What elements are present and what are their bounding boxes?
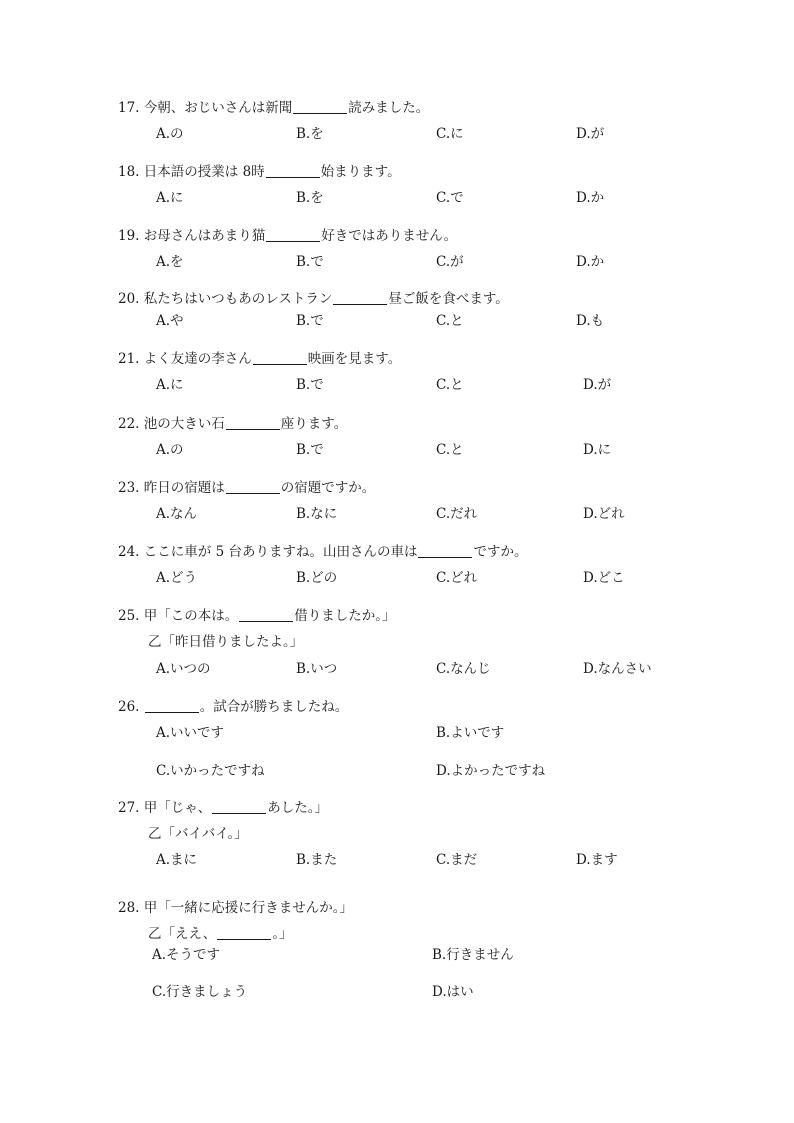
question-number: 20. xyxy=(118,291,140,307)
answer-blank xyxy=(333,291,387,305)
option-d[interactable]: D.が xyxy=(583,377,612,393)
option-b[interactable]: B.いつ xyxy=(296,661,338,677)
option-b[interactable]: B.で xyxy=(296,313,324,329)
question-number: 17. xyxy=(118,100,140,116)
option-d[interactable]: D.はい xyxy=(432,984,474,1000)
option-c[interactable]: C.に xyxy=(436,126,464,142)
question-21 xyxy=(118,350,401,368)
question-number: 23. xyxy=(118,480,140,496)
answer-blank xyxy=(239,608,293,622)
question-number: 19. xyxy=(118,228,140,244)
option-a[interactable]: A.いつの xyxy=(156,661,211,677)
question-text: お母さんはあまり猫 xyxy=(143,228,266,244)
question-17 xyxy=(118,99,429,117)
option-d[interactable]: D.か xyxy=(576,254,605,270)
question-text: 日本語の授業は 8時 xyxy=(143,164,265,180)
question-26 xyxy=(118,698,348,716)
question-text: 私たちはいつもあのレストラン xyxy=(143,291,333,307)
question-number: 27. xyxy=(118,800,140,816)
option-d[interactable]: D.か xyxy=(576,190,605,206)
question-text: よく友達の李さん xyxy=(143,351,252,367)
question-number: 26. xyxy=(118,699,140,715)
question-text: ですか。 xyxy=(473,544,528,560)
option-b[interactable]: B.で xyxy=(296,377,324,393)
option-b[interactable]: B.行きません xyxy=(432,947,514,963)
question-text: ここに車が 5 台ありますね。山田さんの車は xyxy=(143,544,418,560)
option-b[interactable]: B.で xyxy=(296,442,324,458)
answer-blank xyxy=(418,544,472,558)
question-25 xyxy=(118,607,396,625)
option-a[interactable]: A.そうです xyxy=(152,947,221,963)
question-number: 18. xyxy=(118,164,140,180)
question-number: 21. xyxy=(118,351,140,367)
question-text: 借りましたか。」 xyxy=(294,608,396,624)
answer-blank xyxy=(217,926,271,940)
dialogue-reply: 乙「昨日借りましたよ。」 xyxy=(148,634,304,650)
option-c[interactable]: C.いかったですね xyxy=(156,763,265,779)
option-c[interactable]: C.だれ xyxy=(436,506,478,522)
option-d[interactable]: D.が xyxy=(576,126,605,142)
question-text: 甲「一緒に応援に行きませんか。」 xyxy=(143,900,354,916)
option-b[interactable]: B.また xyxy=(296,852,338,868)
answer-blank xyxy=(293,100,347,114)
question-text: の宿題ですか。 xyxy=(280,480,376,496)
option-c[interactable]: C.なんじ xyxy=(436,661,491,677)
question-28 xyxy=(118,899,353,917)
option-d[interactable]: D.よかったですね xyxy=(436,763,546,779)
option-a[interactable]: A.の xyxy=(156,126,184,142)
option-d[interactable]: D.も xyxy=(576,313,605,329)
option-a[interactable]: A.いいです xyxy=(156,725,225,741)
question-text: 好きではありません。 xyxy=(321,228,458,244)
question-20 xyxy=(118,290,509,308)
question-text: 読みました。 xyxy=(348,100,430,116)
option-c[interactable]: C.どれ xyxy=(436,570,478,586)
option-b[interactable]: B.なに xyxy=(296,506,338,522)
question-22 xyxy=(118,415,347,433)
option-c[interactable]: C.が xyxy=(436,254,464,270)
answer-blank xyxy=(226,416,280,430)
question-number: 24. xyxy=(118,544,140,560)
question-text: 座ります。 xyxy=(280,416,348,432)
option-a[interactable]: A.の xyxy=(156,442,184,458)
question-text: 乙「ええ、 xyxy=(148,926,217,942)
answer-blank xyxy=(145,699,199,713)
option-d[interactable]: D.どこ xyxy=(583,570,625,586)
question-18 xyxy=(118,163,401,181)
option-b[interactable]: B.を xyxy=(296,126,324,142)
option-a[interactable]: A.なん xyxy=(156,506,198,522)
question-text: 今朝、おじいさんは新聞 xyxy=(143,100,293,116)
option-c[interactable]: C.まだ xyxy=(436,852,478,868)
answer-blank xyxy=(266,164,320,178)
option-a[interactable]: A.どう xyxy=(156,570,198,586)
option-c[interactable]: C.行きましょう xyxy=(152,984,248,1000)
option-a[interactable]: A.に xyxy=(156,190,184,206)
answer-blank xyxy=(226,480,280,494)
question-19 xyxy=(118,227,457,245)
question-number: 25. xyxy=(118,608,140,624)
question-23 xyxy=(118,479,375,497)
option-b[interactable]: B.よいです xyxy=(436,725,505,741)
option-d[interactable]: D.に xyxy=(583,442,612,458)
question-text: あした。」 xyxy=(267,800,329,816)
option-c[interactable]: C.と xyxy=(436,442,464,458)
option-d[interactable]: D.どれ xyxy=(583,506,625,522)
option-c[interactable]: C.と xyxy=(436,377,464,393)
option-b[interactable]: B.どの xyxy=(296,570,338,586)
answer-blank xyxy=(253,351,307,365)
question-text: 池の大きい石 xyxy=(143,416,225,432)
question-number: 28. xyxy=(118,900,140,916)
option-d[interactable]: D.なんさい xyxy=(583,661,652,677)
question-text: 昼ご飯を食べます。 xyxy=(388,291,509,307)
answer-blank xyxy=(212,800,266,814)
question-number: 22. xyxy=(118,416,140,432)
question-24 xyxy=(118,543,527,561)
question-text: 甲「じゃ、 xyxy=(143,800,212,816)
option-b[interactable]: B.で xyxy=(296,254,324,270)
question-text: 始まります。 xyxy=(320,164,401,180)
option-a[interactable]: A.に xyxy=(156,377,184,393)
question-text: 昨日の宿題は xyxy=(143,480,225,496)
dialogue-reply xyxy=(148,925,293,943)
option-a[interactable]: A.を xyxy=(156,254,184,270)
dialogue-reply: 乙「バイバイ。」 xyxy=(148,826,248,842)
question-27 xyxy=(118,799,328,817)
option-c[interactable]: C.と xyxy=(436,313,464,329)
option-a[interactable]: A.や xyxy=(156,313,184,329)
question-text: 甲「この本は。 xyxy=(143,608,239,624)
option-d[interactable]: D.ます xyxy=(576,852,618,868)
answer-blank xyxy=(266,228,320,242)
question-text: 映画を見ます。 xyxy=(307,351,402,367)
option-a[interactable]: A.まに xyxy=(156,852,198,868)
question-text: 。」 xyxy=(272,926,293,942)
option-b[interactable]: B.を xyxy=(296,190,324,206)
question-text: 。試合が勝ちましたね。 xyxy=(199,699,349,715)
option-c[interactable]: C.で xyxy=(436,190,464,206)
